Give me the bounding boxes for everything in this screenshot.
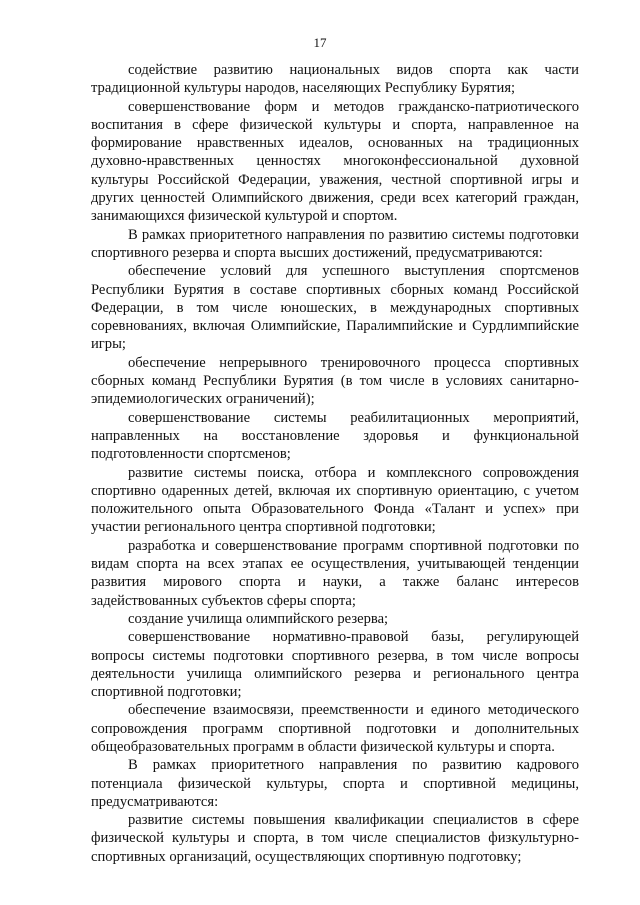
paragraph-regulatory-base: совершенствование нормативно-правовой базы, регулирующей вопросы системы подготовки спортивного резерва, в том числе вопросы деятельности училища олимпийского резерва и регионального центра спортивной подготовки; (91, 629, 579, 701)
paragraph-patriotic-education: совершенствование форм и методов гражданско-патриотического воспитания в сфере физической культуры и спорта, направленное на формирование нравственных идеалов, основанных на традиционных духовно-нравственных ценностях многоконфессиональной духовной культуры Российской Федерации, уважения, честной спортивной игры и других ценностей Олимпийского движения, среди всех категорий граждан, занимающихся физической культурой и спортом. (91, 98, 579, 225)
page-number: 17 (313, 35, 327, 50)
paragraph-olympic-school: создание училища олимпийского резерва; (128, 610, 389, 627)
paragraph-training-process: обеспечение непрерывного тренировочного процесса спортивных сборных команд Республики Бурятия (в том числе в условиях санитарно-эпидемиологических ограничений); (91, 354, 579, 408)
document-body (91, 61, 579, 866)
paragraph-rehabilitation: совершенствование системы реабилитационных мероприятий, направленных на восстановление здоровья и функциональной подготовленности спортсменов; (91, 409, 579, 463)
paragraph-training-programs: разработка и совершенствование программ спортивной подготовки по видам спорта на всех этапах ее осуществления, учитывающей тенденции развития мирового спорта и науки, а также баланс интересов задействованных субъектов сферы спорта; (91, 537, 579, 609)
paragraph-gifted-children: развитие системы поиска, отбора и комплексного сопровождения спортивно одаренных детей, включая их спортивную ориентацию, с учетом положительного опыта Образовательного Фонда «Талант и успех» при участии регионального центра спортивной подготовки; (91, 464, 579, 536)
paragraph-national-sports: содействие развитию национальных видов спорта как части традиционной культуры народов, населяющих Республику Бурятия; (91, 62, 579, 97)
paragraph-athlete-performance: обеспечение условий для успешного выступления спортсменов Республики Бурятия в составе спортивных сборных команд Российской Федерации, в том числе юношеских, в международных спортивных соревнованиях, включая Олимпийские, Паралимпийские и Сурдлимпийские игры; (91, 263, 579, 353)
paragraph-personnel-intro: В рамках приоритетного направления по развитию кадрового потенциала физической культуры, спорта и спортивной медицины, предусматриваются: (91, 757, 579, 810)
paragraph-methodical-support: обеспечение взаимосвязи, преемственности и единого методического сопровождения программ спортивной подготовки и дополнительных общеобразовательных программ в области физической культуры и спорта. (91, 702, 579, 755)
paragraph-qualification: развитие системы повышения квалификации специалистов в сфере физической культуры и спорта, в том числе специалистов физкультурно-спортивных организаций, осуществляющих спортивную подготовку; (91, 812, 579, 865)
paragraph-sports-reserve-intro: В рамках приоритетного направления по развитию системы подготовки спортивного резерва и спорта высших достижений, предусматриваются: (91, 226, 579, 261)
